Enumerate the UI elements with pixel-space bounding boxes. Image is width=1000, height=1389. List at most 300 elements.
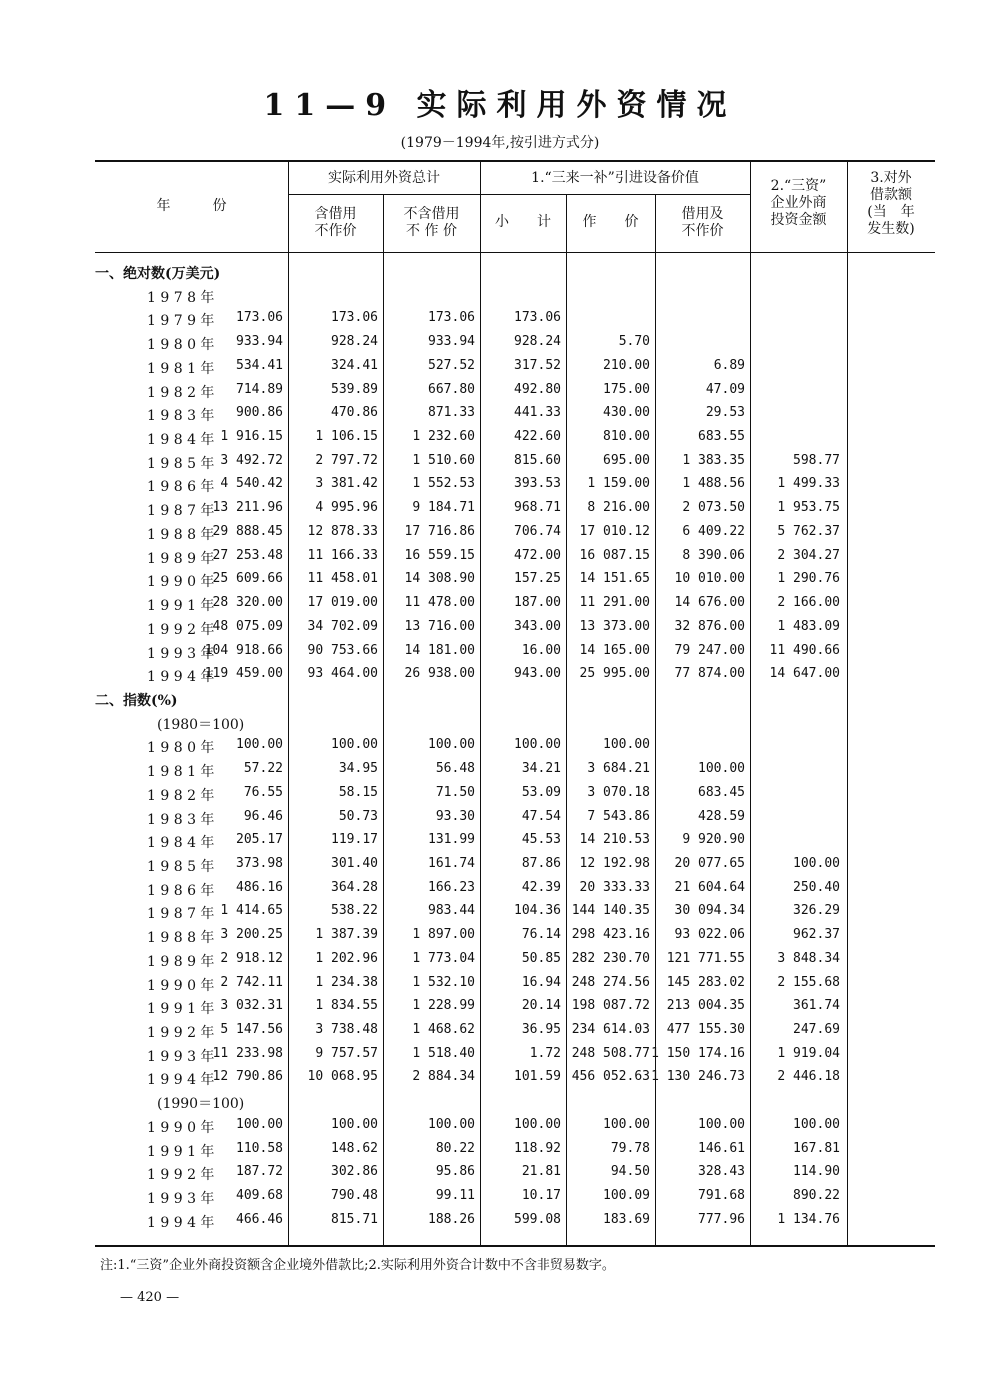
- table-cell: 14 165.00: [579, 642, 650, 658]
- table-cell: 317.52: [514, 357, 561, 373]
- table-cell: 1 106.15: [315, 429, 378, 445]
- year-label: 1 9 8 7 年: [147, 503, 215, 520]
- table-cell: 90 753.66: [307, 642, 378, 658]
- table-cell: 76.14: [521, 927, 561, 943]
- table-cell: 210.00: [603, 357, 650, 373]
- table-cell: 364.28: [331, 879, 378, 895]
- table-cell: 248 274.56: [571, 974, 650, 990]
- section-heading: [95, 263, 935, 287]
- table-row: [95, 1069, 935, 1093]
- table-cell: 28 320.00: [212, 595, 283, 611]
- year-label: 1 9 8 1 年: [147, 764, 215, 781]
- table-cell: 943.00: [514, 666, 561, 682]
- header-borrowed: 借用及 不作价: [681, 206, 724, 239]
- table-cell: 17 010.12: [579, 523, 650, 539]
- table-row: [95, 405, 935, 429]
- table-cell: 47.09: [705, 381, 745, 397]
- table-cell: 928.24: [514, 334, 561, 350]
- table-cell: 93.30: [435, 808, 475, 824]
- table-cell: 983.44: [428, 903, 475, 919]
- table-cell: 93 464.00: [307, 666, 378, 682]
- table-cell: 110.58: [236, 1140, 283, 1156]
- table-cell: 16 087.15: [579, 547, 650, 563]
- year-label: 1 9 9 1 年: [147, 1143, 215, 1160]
- table-cell: 1 130 246.73: [651, 1069, 745, 1085]
- year-label: 1 9 9 0 年: [147, 1119, 215, 1136]
- table-cell: 1 834.55: [315, 998, 378, 1014]
- table-cell: 100.00: [603, 1116, 650, 1132]
- table-cell: 1 488.56: [682, 476, 745, 492]
- table-cell: 11 233.98: [212, 1045, 283, 1061]
- table-cell: 706.74: [514, 523, 561, 539]
- table-cell: 26 938.00: [404, 666, 475, 682]
- table-row: [95, 334, 935, 358]
- table-row: [95, 832, 935, 856]
- table-cell: 5.70: [618, 334, 650, 350]
- table-cell: 1 383.35: [682, 452, 745, 468]
- page-number: — 420 —: [120, 1290, 180, 1305]
- header-three-capital: 2.“三资” 企业外商 投资金额: [770, 178, 827, 228]
- year-label: 1 9 9 0 年: [147, 977, 215, 994]
- table-cell: 14 308.90: [404, 571, 475, 587]
- table-cell: 104 918.66: [204, 642, 283, 658]
- table-cell: 148.62: [331, 1140, 378, 1156]
- table-cell: 11 478.00: [404, 595, 475, 611]
- year-label: 1 9 8 2 年: [147, 787, 215, 804]
- year-label: 1 9 9 2 年: [147, 1025, 215, 1042]
- table-cell: 598.77: [793, 452, 840, 468]
- page-subtitle: (1979－1994年,按引进方式分): [400, 135, 600, 151]
- table-cell: 409.68: [236, 1188, 283, 1204]
- table-cell: 100.00: [793, 1116, 840, 1132]
- table-cell: 34 702.09: [307, 618, 378, 634]
- table-row: [95, 785, 935, 809]
- table-cell: 77 874.00: [674, 666, 745, 682]
- table-cell: 114.90: [793, 1164, 840, 1180]
- table-cell: 1 532.10: [412, 974, 475, 990]
- year-label: 1 9 8 1 年: [147, 360, 215, 377]
- table-cell: 683.45: [698, 784, 745, 800]
- table-row: [95, 595, 935, 619]
- table-cell: 1 159.00: [587, 476, 650, 492]
- table-cell: 428.59: [698, 808, 745, 824]
- table-cell: 1 483.09: [777, 618, 840, 634]
- table-cell: 1 414.65: [220, 903, 283, 919]
- table-cell: 470.86: [331, 405, 378, 421]
- table-cell: 9 757.57: [315, 1045, 378, 1061]
- table-cell: 16 559.15: [404, 547, 475, 563]
- header-subtotal: 小 计: [495, 214, 551, 230]
- table-row: [95, 571, 935, 595]
- table-cell: 539.89: [331, 381, 378, 397]
- year-label: 1 9 9 4 年: [147, 669, 215, 686]
- table-cell: 3 738.48: [315, 1022, 378, 1038]
- year-label: 1 9 8 9 年: [147, 550, 215, 567]
- year-label: 1 9 9 3 年: [147, 1191, 215, 1208]
- header-incl: 含借用 不作价: [314, 206, 357, 239]
- table-cell: 492.80: [514, 381, 561, 397]
- table-cell: 57.22: [243, 761, 283, 777]
- year-label: 1 9 9 3 年: [147, 1048, 215, 1065]
- table-cell: 198 087.72: [571, 998, 650, 1014]
- table-cell: 12 192.98: [579, 856, 650, 871]
- table-cell: 1 234.38: [315, 974, 378, 990]
- table-cell: 302.86: [331, 1164, 378, 1180]
- table-row: [95, 737, 935, 761]
- table-cell: 10 010.00: [674, 571, 745, 587]
- table-cell: 815.71: [331, 1211, 378, 1227]
- table-row: [95, 666, 935, 690]
- table-cell: 2 797.72: [315, 452, 378, 468]
- table-cell: 50.73: [338, 808, 378, 824]
- table-cell: 29 888.45: [212, 523, 283, 539]
- table-cell: 933.94: [236, 334, 283, 350]
- section-heading: [95, 690, 935, 714]
- table-cell: 4 995.96: [315, 500, 378, 516]
- table-cell: 30 094.34: [674, 903, 745, 919]
- table-cell: 1 552.53: [412, 476, 475, 492]
- table-cell: 166.23: [428, 879, 475, 895]
- header-priced: 作 价: [582, 214, 639, 230]
- table-cell: 100.00: [428, 737, 475, 753]
- table-row: [95, 880, 935, 904]
- table-cell: 45.53: [521, 832, 561, 848]
- table-cell: 968.71: [514, 500, 561, 516]
- table-cell: 100.00: [514, 737, 561, 753]
- table-cell: 13 211.96: [212, 500, 283, 516]
- table-cell: 100.00: [236, 737, 283, 753]
- table-cell: 534.41: [236, 357, 283, 373]
- table-cell: 29.53: [705, 405, 745, 421]
- table-cell: 100.00: [698, 1116, 745, 1132]
- table-cell: 1 919.04: [777, 1045, 840, 1061]
- table-cell: 13 373.00: [579, 618, 650, 634]
- table-row: [95, 1022, 935, 1046]
- table-cell: 173.06: [331, 310, 378, 326]
- table-cell: 6 409.22: [682, 523, 745, 539]
- year-label: 1 9 8 8 年: [147, 930, 215, 947]
- table-cell: 53.09: [521, 784, 561, 800]
- table-row: [95, 524, 935, 548]
- table-cell: 47.54: [521, 808, 561, 824]
- table-cell: 5 762.37: [777, 523, 840, 539]
- table-cell: 144 140.35: [571, 903, 650, 919]
- table-cell: 815.60: [514, 452, 561, 468]
- base-year-label: (1980＝100): [157, 716, 245, 733]
- table-cell: 93 022.06: [674, 927, 745, 943]
- table-top-rule: [95, 160, 935, 162]
- header-bottom-rule: [95, 252, 935, 253]
- table-row: [95, 975, 935, 999]
- table-row: [95, 1212, 935, 1236]
- table-cell: 477 155.30: [666, 1022, 745, 1038]
- table-cell: 1 510.60: [412, 452, 475, 468]
- table-cell: 121 771.55: [666, 950, 745, 966]
- table-cell: 250.40: [793, 879, 840, 895]
- table-cell: 3 032.31: [220, 998, 283, 1014]
- table-cell: 361.74: [793, 998, 840, 1014]
- table-cell: 100.00: [793, 856, 840, 871]
- base-year-label: (1990＝100): [157, 1096, 245, 1113]
- table-row: [95, 500, 935, 524]
- table-cell: 2 446.18: [777, 1069, 840, 1085]
- table-cell: 14 181.00: [404, 642, 475, 658]
- table-cell: 145 283.02: [666, 974, 745, 990]
- table-row: [95, 951, 935, 975]
- table-cell: 527.52: [428, 357, 475, 373]
- table-cell: 6.89: [713, 357, 745, 373]
- table-cell: 777.96: [698, 1211, 745, 1227]
- year-label: 1 9 7 8 年: [147, 289, 215, 306]
- table-cell: 50.85: [521, 950, 561, 966]
- year-label: 1 9 9 3 年: [147, 645, 215, 662]
- header-equip-group: 1.“三来一补”引进设备价值: [531, 170, 699, 186]
- table-cell: 42.39: [521, 879, 561, 895]
- table-cell: 3 381.42: [315, 476, 378, 492]
- year-label: 1 9 8 2 年: [147, 384, 215, 401]
- table-cell: 3 200.25: [220, 927, 283, 943]
- table-cell: 2 304.27: [777, 547, 840, 563]
- table-row: [95, 287, 935, 311]
- table-cell: 20 333.33: [579, 879, 650, 895]
- table-cell: 21.81: [521, 1164, 561, 1180]
- table-cell: 104.36: [514, 903, 561, 919]
- table-cell: 100.00: [428, 1116, 475, 1132]
- table-cell: 76.55: [243, 784, 283, 800]
- table-cell: 11 291.00: [579, 595, 650, 611]
- base-year-heading: [95, 1093, 935, 1117]
- table-cell: 100.00: [331, 737, 378, 753]
- year-label: 1 9 8 6 年: [147, 882, 215, 899]
- year-label: 1 9 8 4 年: [147, 835, 215, 852]
- table-cell: 326.29: [793, 903, 840, 919]
- table-cell: 441.33: [514, 405, 561, 421]
- table-cell: 324.41: [331, 357, 378, 373]
- table-cell: 101.59: [514, 1069, 561, 1085]
- table-cell: 1 232.60: [412, 429, 475, 445]
- table-cell: 1 518.40: [412, 1045, 475, 1061]
- table-cell: 890.22: [793, 1188, 840, 1204]
- table-row: [95, 476, 935, 500]
- table-cell: 36.95: [521, 1022, 561, 1038]
- table-cell: 175.00: [603, 381, 650, 397]
- page-title: 11—9 实际利用外资情况: [263, 88, 737, 123]
- table-cell: 173.06: [514, 310, 561, 326]
- table-cell: 167.81: [793, 1140, 840, 1156]
- table-cell: 282 230.70: [571, 950, 650, 966]
- table-cell: 79 247.00: [674, 642, 745, 658]
- section-label: 二、指数(%): [95, 692, 178, 709]
- table-cell: 7 543.86: [587, 808, 650, 824]
- table-row: [95, 1141, 935, 1165]
- table-cell: 187.72: [236, 1164, 283, 1180]
- table-row: [95, 903, 935, 927]
- table-cell: 2 166.00: [777, 595, 840, 611]
- table-cell: 1 468.62: [412, 1022, 475, 1038]
- table-cell: 12 878.33: [307, 523, 378, 539]
- table-cell: 118.92: [514, 1140, 561, 1156]
- table-row: [95, 382, 935, 406]
- year-label: 1 9 9 4 年: [147, 1214, 215, 1231]
- table-cell: 94.50: [610, 1164, 650, 1180]
- table-cell: 1 953.75: [777, 500, 840, 516]
- table-cell: 1 202.96: [315, 950, 378, 966]
- table-row: [95, 1117, 935, 1141]
- table-row: [95, 310, 935, 334]
- table-cell: 48 075.09: [212, 618, 283, 634]
- table-cell: 183.69: [603, 1211, 650, 1227]
- year-label: 1 9 8 5 年: [147, 455, 215, 472]
- table-cell: 10.17: [521, 1188, 561, 1204]
- table-cell: 161.74: [428, 856, 475, 871]
- year-label: 1 9 9 2 年: [147, 621, 215, 638]
- table-cell: 11 458.01: [307, 571, 378, 587]
- table-cell: 8 390.06: [682, 547, 745, 563]
- table-cell: 11 490.66: [769, 642, 840, 658]
- table-cell: 20 077.65: [674, 856, 745, 871]
- table-cell: 1 499.33: [777, 476, 840, 492]
- table-cell: 430.00: [603, 405, 650, 421]
- table-cell: 714.89: [236, 381, 283, 397]
- section-label: 一、绝对数(万美元): [95, 266, 221, 282]
- table-row: [95, 548, 935, 572]
- table-cell: 1 290.76: [777, 571, 840, 587]
- group-header-rule: [288, 194, 750, 195]
- table-cell: 71.50: [435, 784, 475, 800]
- table-cell: 599.08: [514, 1211, 561, 1227]
- table-row: [95, 619, 935, 643]
- table-cell: 99.11: [435, 1188, 475, 1204]
- table-cell: 100.00: [603, 737, 650, 753]
- table-cell: 4 540.42: [220, 476, 283, 492]
- table-cell: 328.43: [698, 1164, 745, 1180]
- table-cell: 11 166.33: [307, 547, 378, 563]
- table-bottom-rule: [95, 1245, 935, 1247]
- table-cell: 1 916.15: [220, 429, 283, 445]
- table-cell: 790.48: [331, 1188, 378, 1204]
- table-cell: 962.37: [793, 927, 840, 943]
- table-cell: 14 210.53: [579, 832, 650, 848]
- table-row: [95, 998, 935, 1022]
- table-cell: 928.24: [331, 334, 378, 350]
- base-year-heading: [95, 714, 935, 738]
- table-cell: 373.98: [236, 856, 283, 871]
- table-cell: 79.78: [610, 1140, 650, 1156]
- table-cell: 933.94: [428, 334, 475, 350]
- year-label: 1 9 8 7 年: [147, 906, 215, 923]
- header-total-group: 实际利用外资总计: [328, 170, 440, 186]
- table-cell: 393.53: [514, 476, 561, 492]
- table-cell: 80.22: [435, 1140, 475, 1156]
- table-cell: 95.86: [435, 1164, 475, 1180]
- table-cell: 173.06: [236, 310, 283, 326]
- table-cell: 900.86: [236, 405, 283, 421]
- table-cell: 157.25: [514, 571, 561, 587]
- table-cell: 25 609.66: [212, 571, 283, 587]
- table-cell: 1 134.76: [777, 1211, 840, 1227]
- table-cell: 791.68: [698, 1188, 745, 1204]
- table-cell: 486.16: [236, 879, 283, 895]
- table-cell: 17 716.86: [404, 523, 475, 539]
- footnote: 注:1.“三资”企业外商投资额含企业境外借款比;2.实际利用外资合计数中不含非贸易数字。: [100, 1258, 615, 1273]
- table-cell: 298 423.16: [571, 927, 650, 943]
- table-cell: 119 459.00: [204, 666, 283, 682]
- year-label: 1 9 8 9 年: [147, 953, 215, 970]
- table-row: [95, 453, 935, 477]
- table-cell: 21 604.64: [674, 879, 745, 895]
- table-cell: 234 614.03: [571, 1022, 650, 1038]
- table-cell: 16.00: [521, 642, 561, 658]
- table-cell: 538.22: [331, 903, 378, 919]
- table-cell: 3 684.21: [587, 761, 650, 777]
- table-cell: 131.99: [428, 832, 475, 848]
- year-label: 1 9 8 8 年: [147, 526, 215, 543]
- table-cell: 3 492.72: [220, 452, 283, 468]
- table-cell: 8 216.00: [587, 500, 650, 516]
- table-cell: 422.60: [514, 429, 561, 445]
- header-foreign-loan: 3.对外 借款额 (当 年 发生数): [867, 170, 915, 237]
- year-label: 1 9 8 4 年: [147, 432, 215, 449]
- table-cell: 56.48: [435, 761, 475, 777]
- table-cell: 1 897.00: [412, 927, 475, 943]
- table-cell: 466.46: [236, 1211, 283, 1227]
- table-cell: 25 995.00: [579, 666, 650, 682]
- table-cell: 3 070.18: [587, 784, 650, 800]
- table-cell: 871.33: [428, 405, 475, 421]
- table-cell: 1 387.39: [315, 927, 378, 943]
- table-row: [95, 809, 935, 833]
- table-cell: 188.26: [428, 1211, 475, 1227]
- table-row: [95, 429, 935, 453]
- table-cell: 14 151.65: [579, 571, 650, 587]
- table-cell: 10 068.95: [307, 1069, 378, 1085]
- year-label: 1 9 7 9 年: [147, 313, 215, 330]
- year-label: 1 9 9 4 年: [147, 1072, 215, 1089]
- table-cell: 14 676.00: [674, 595, 745, 611]
- table-cell: 683.55: [698, 429, 745, 445]
- table-cell: 2 073.50: [682, 500, 745, 516]
- table-cell: 2 884.34: [412, 1069, 475, 1085]
- table-cell: 810.00: [603, 429, 650, 445]
- table-cell: 9 184.71: [412, 500, 475, 516]
- table-cell: 205.17: [236, 832, 283, 848]
- table-row: [95, 358, 935, 382]
- table-cell: 96.46: [243, 808, 283, 824]
- table-cell: 34.95: [338, 761, 378, 777]
- table-cell: 456 052.63: [571, 1069, 650, 1085]
- table-cell: 2 742.11: [220, 974, 283, 990]
- table-row: [95, 1164, 935, 1188]
- table-cell: 9 920.90: [682, 832, 745, 848]
- year-label: 1 9 8 0 年: [147, 337, 215, 354]
- table-cell: 472.00: [514, 547, 561, 563]
- year-label: 1 9 8 6 年: [147, 479, 215, 496]
- table-cell: 100.00: [236, 1116, 283, 1132]
- table-cell: 119.17: [331, 832, 378, 848]
- table-cell: 14 647.00: [769, 666, 840, 682]
- table-cell: 343.00: [514, 618, 561, 634]
- table-cell: 667.80: [428, 381, 475, 397]
- table-cell: 34.21: [521, 761, 561, 777]
- year-label: 1 9 8 5 年: [147, 859, 215, 875]
- table-cell: 1.72: [529, 1045, 561, 1061]
- table-cell: 100.09: [603, 1188, 650, 1204]
- year-label: 1 9 9 0 年: [147, 574, 215, 591]
- table-row: [95, 761, 935, 785]
- table-cell: 247.69: [793, 1022, 840, 1038]
- year-label: 1 9 8 3 年: [147, 811, 215, 828]
- table-cell: 100.00: [514, 1116, 561, 1132]
